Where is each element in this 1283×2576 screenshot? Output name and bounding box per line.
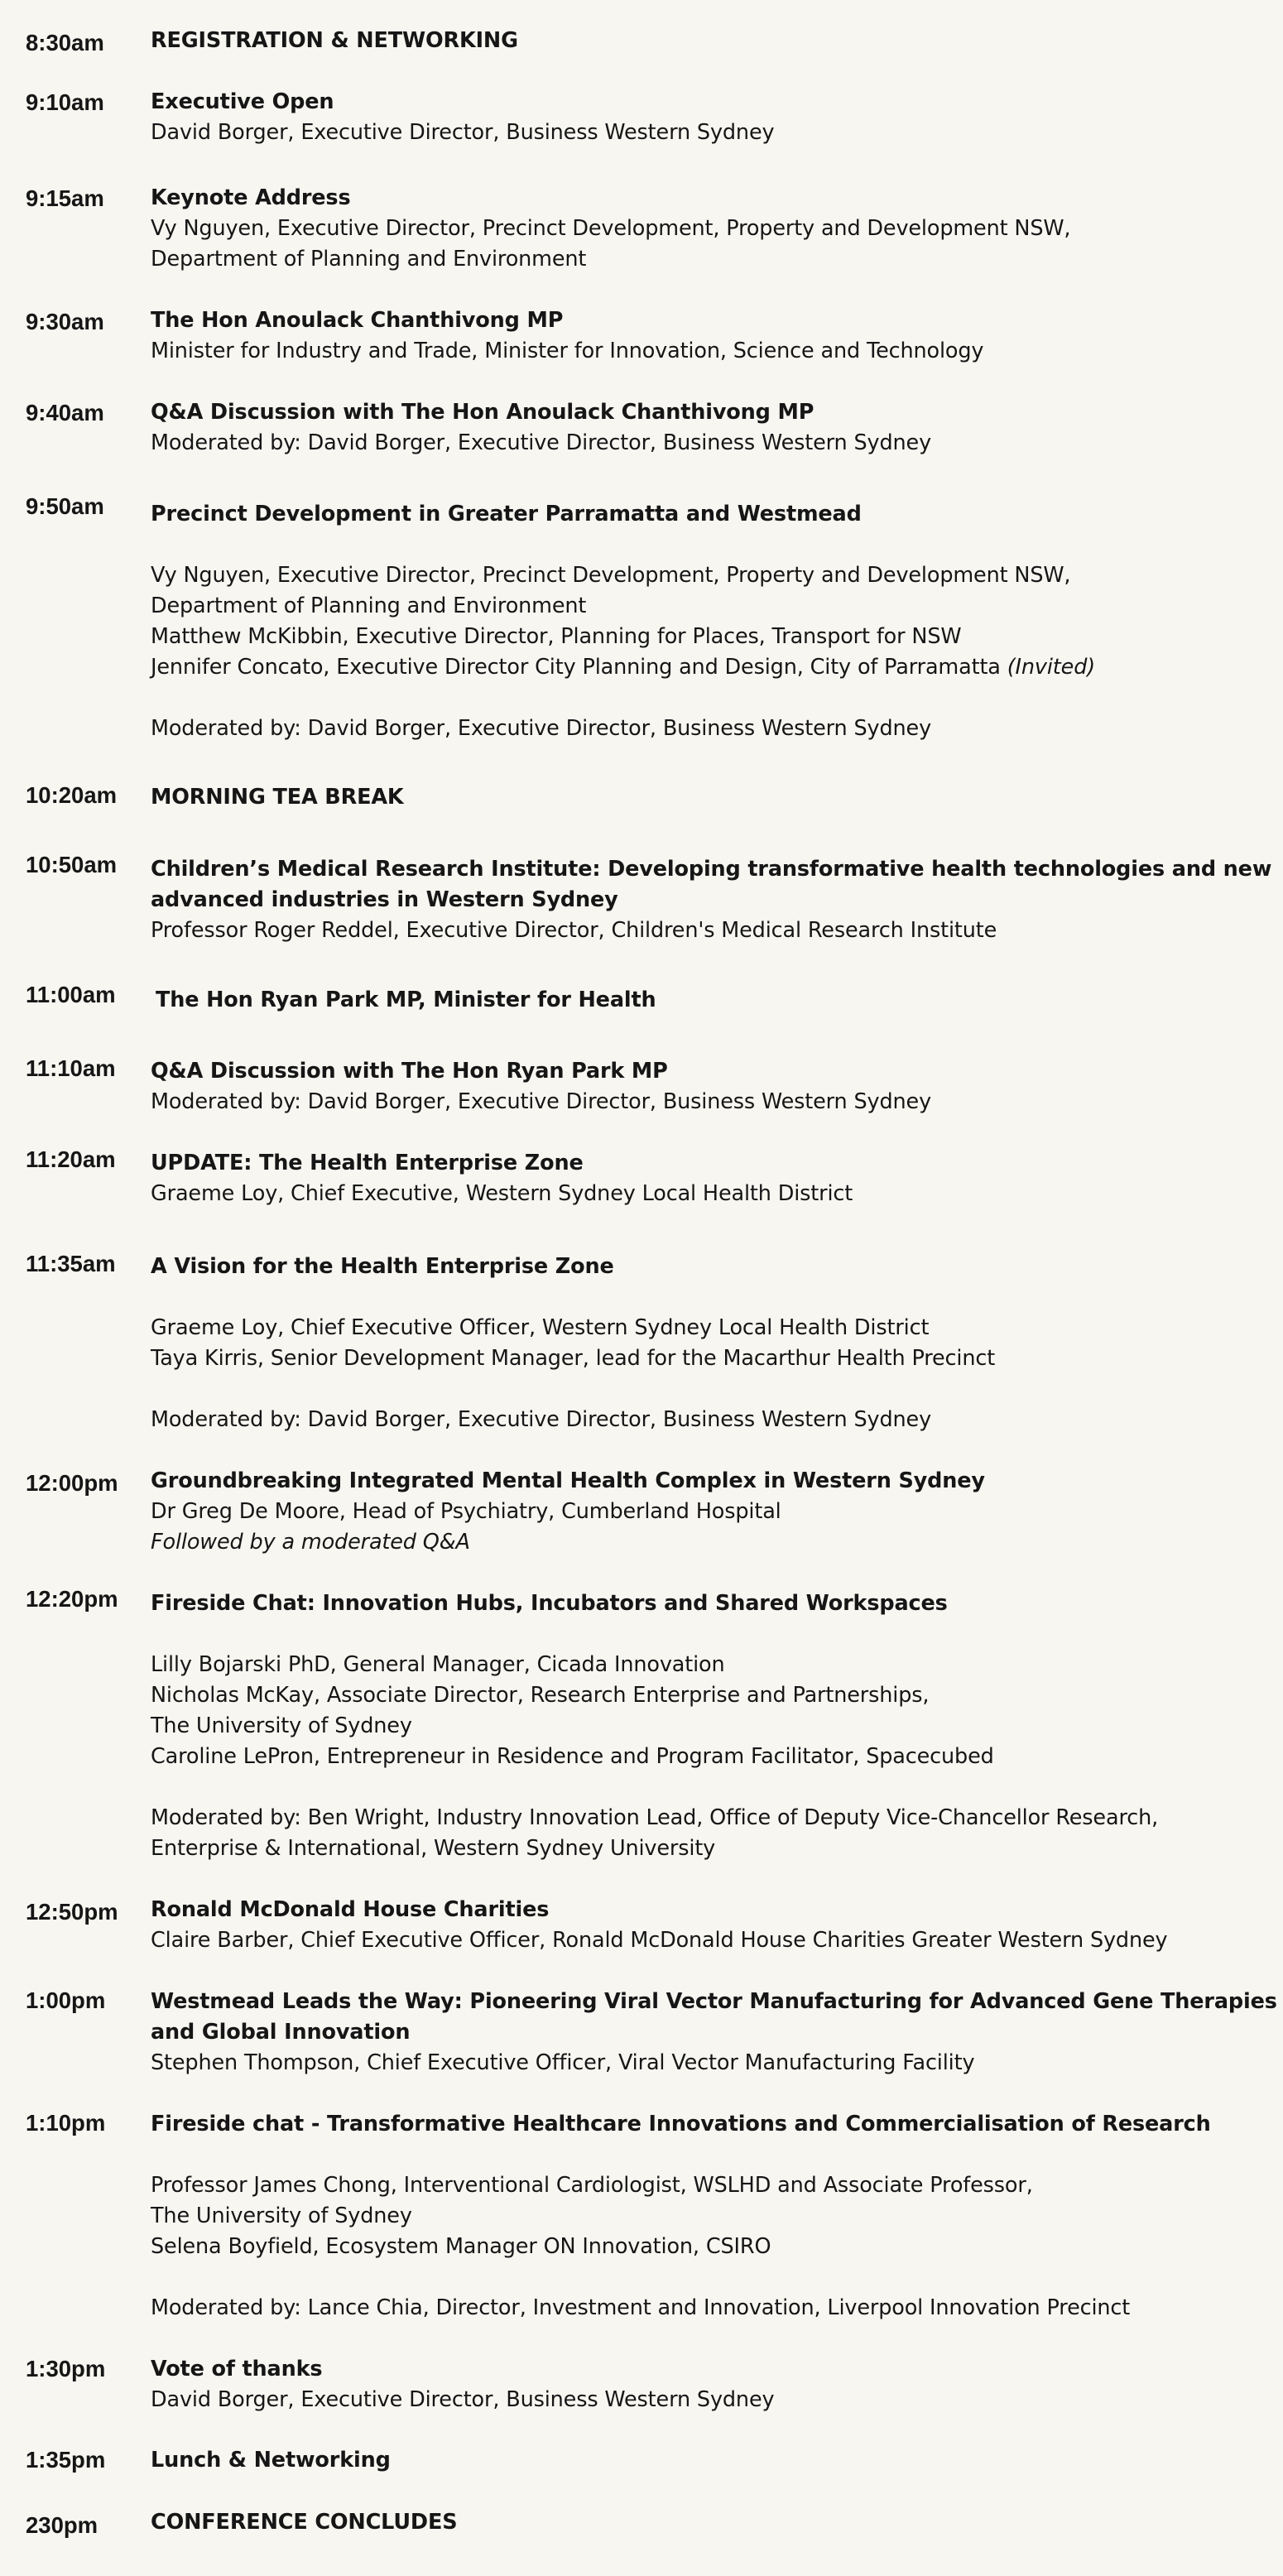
session-time: 11:10am (26, 1055, 116, 1081)
speaker-text: Jennifer Concato, Executive Director City Planning and Design, City of Parramatta (151, 655, 1001, 680)
session-title: Fireside Chat: Innovation Hubs, Incubators and Shared Workspaces (151, 1591, 948, 1616)
session-speaker: Department of Planning and Environment (151, 594, 587, 618)
session-time: 9:40am (26, 400, 104, 425)
session-speaker: Moderated by: David Borger, Executive Director, Business Western Sydney (151, 1089, 932, 1114)
session-time: 11:00am (26, 982, 116, 1007)
session-title: Lunch & Networking (151, 2448, 391, 2473)
session-moderator: Moderated by: Ben Wright, Industry Innovation Lead, Office of Deputy Vice-Chancellor Research, (151, 1805, 1159, 1830)
session-speaker: Graeme Loy, Chief Executive Officer, Western Sydney Local Health District (151, 1315, 930, 1340)
session-speaker: David Borger, Executive Director, Business Western Sydney (151, 2387, 775, 2412)
session-speaker: David Borger, Executive Director, Business Western Sydney (151, 120, 775, 145)
session-time: 12:00pm (26, 1470, 118, 1496)
session-speaker: Dr Greg De Moore, Head of Psychiatry, Cumberland Hospital (151, 1499, 781, 1524)
session-speaker: The University of Sydney (151, 1713, 412, 1738)
session-time: 9:10am (26, 89, 104, 115)
session-speaker: Claire Barber, Chief Executive Officer, Ronald McDonald House Charities Greater Western Sydney (151, 1928, 1168, 1953)
session-speaker: Professor James Chong, Interventional Cardiologist, WSLHD and Associate Professor, (151, 2173, 1033, 2198)
session-title: A Vision for the Health Enterprise Zone (151, 1254, 614, 1279)
session-time: 9:15am (26, 185, 104, 211)
session-title: Precinct Development in Greater Parramatta and Westmead (151, 502, 862, 526)
session-speaker: Minister for Industry and Trade, Minister for Innovation, Science and Technology (151, 339, 984, 363)
session-time: 1:00pm (26, 1987, 106, 2013)
session-title: Fireside chat - Transformative Healthcare Innovations and Commercialisation of Research (151, 2112, 1211, 2136)
session-speaker: Moderated by: David Borger, Executive Director, Business Western Sydney (151, 430, 932, 455)
session-time: 230pm (26, 2512, 99, 2538)
session-time: 9:50am (26, 493, 104, 519)
session-time: 12:20pm (26, 1586, 118, 1612)
session-time: 11:35am (26, 1251, 116, 1276)
session-speaker: Vy Nguyen, Executive Director, Precinct Development, Property and Development NSW, (151, 216, 1071, 241)
session-title: Children’s Medical Research Institute: Developing transformative health technologies and new (151, 857, 1272, 882)
session-speaker: The University of Sydney (151, 2204, 412, 2228)
session-title: CONFERENCE CONCLUDES (151, 2510, 458, 2535)
session-speaker: Vy Nguyen, Executive Director, Precinct Development, Property and Development NSW, (151, 563, 1071, 588)
session-title: REGISTRATION & NETWORKING (151, 28, 518, 53)
session-title: Ronald McDonald House Charities (151, 1897, 550, 1922)
session-time: 8:30am (26, 30, 104, 55)
session-moderator: Enterprise & International, Western Sydney University (151, 1836, 716, 1861)
session-speaker: Selena Boyfield, Ecosystem Manager ON Innovation, CSIRO (151, 2234, 771, 2259)
session-title: Keynote Address (151, 185, 351, 210)
invited-note: (Invited) (1007, 655, 1096, 680)
session-speaker: Lilly Bojarski PhD, General Manager, Cicada Innovation (151, 1652, 725, 1677)
session-title: Westmead Leads the Way: Pioneering Viral Vector Manufacturing for Advanced Gene Therapies (151, 1989, 1277, 2014)
session-speaker: Matthew McKibbin, Executive Director, Planning for Places, Transport for NSW (151, 624, 962, 649)
session-title: Q&A Discussion with The Hon Anoulack Chanthivong MP (151, 400, 814, 425)
session-time: 1:30pm (26, 2356, 106, 2381)
session-speaker: Department of Planning and Environment (151, 247, 587, 272)
session-title: Groundbreaking Integrated Mental Health Complex in Western Sydney (151, 1468, 985, 1493)
session-time: 1:10pm (26, 2110, 106, 2136)
session-time: 11:20am (26, 1146, 116, 1172)
session-title: The Hon Anoulack Chanthivong MP (151, 308, 564, 333)
session-speaker: Nicholas McKay, Associate Director, Research Enterprise and Partnerships, (151, 1683, 930, 1708)
session-speaker: Caroline LePron, Entrepreneur in Residence and Program Facilitator, Spacecubed (151, 1744, 994, 1769)
session-title: Q&A Discussion with The Hon Ryan Park MP (151, 1059, 668, 1084)
session-title: UPDATE: The Health Enterprise Zone (151, 1151, 584, 1175)
session-moderator: Moderated by: David Borger, Executive Director, Business Western Sydney (151, 716, 932, 741)
session-time: 1:35pm (26, 2447, 106, 2473)
session-title: MORNING TEA BREAK (151, 785, 404, 810)
session-time: 10:50am (26, 852, 118, 877)
session-title: advanced industries in Western Sydney (151, 887, 618, 912)
session-time: 9:30am (26, 309, 104, 334)
session-time: 10:20am (26, 782, 118, 808)
session-note: Followed by a moderated Q&A (151, 1530, 470, 1555)
session-moderator: Moderated by: David Borger, Executive Director, Business Western Sydney (151, 1407, 932, 1432)
session-speaker: Taya Kirris, Senior Development Manager, lead for the Macarthur Health Precinct (151, 1346, 996, 1371)
session-speaker (151, 652, 1095, 683)
session-title: The Hon Ryan Park MP, Minister for Health (156, 988, 656, 1012)
session-speaker: Graeme Loy, Chief Executive, Western Sydney Local Health District (151, 1181, 853, 1206)
session-speaker: Professor Roger Reddel, Executive Director, Children's Medical Research Institute (151, 918, 997, 943)
session-title: and Global Innovation (151, 2020, 411, 2045)
session-moderator: Moderated by: Lance Chia, Director, Investment and Innovation, Liverpool Innovation Precinct (151, 2295, 1131, 2320)
session-speaker: Stephen Thompson, Chief Executive Officer, Viral Vector Manufacturing Facility (151, 2050, 975, 2075)
session-time: 12:50pm (26, 1899, 118, 1925)
session-title: Vote of thanks (151, 2357, 323, 2381)
session-title: Executive Open (151, 89, 334, 114)
